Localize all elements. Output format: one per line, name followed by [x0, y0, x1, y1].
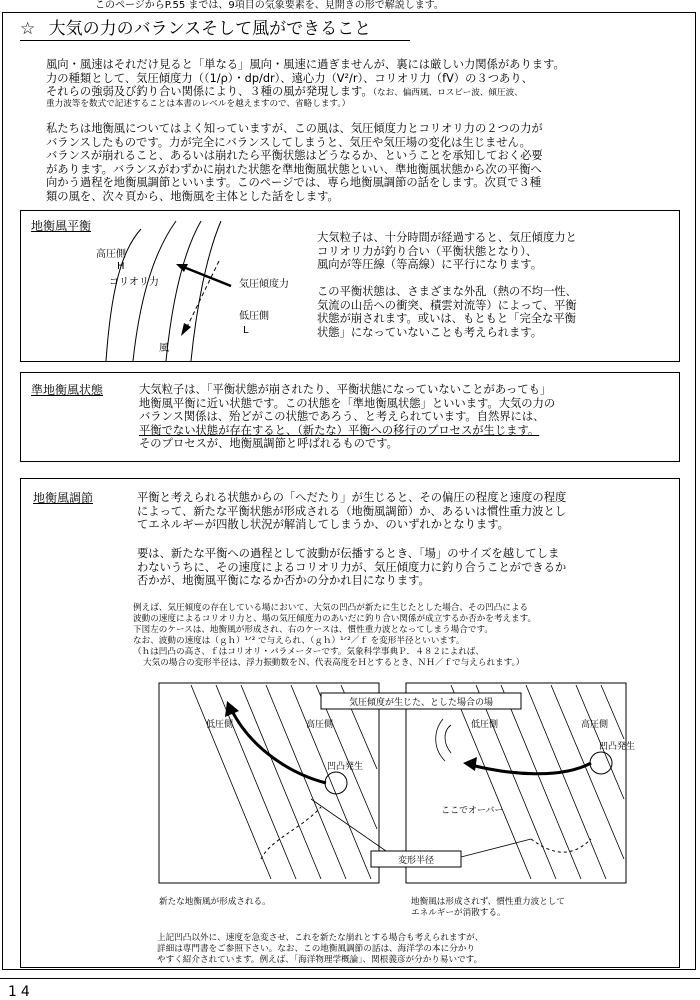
- box-label: 地衡風調節: [33, 491, 94, 505]
- text-line: コリオリ力が釣り合い（平衡状態となり）、: [317, 244, 538, 258]
- para-line: バランスが崩れること、あるいは崩れたら平衡状態はどうなるか、ということを承知しておく必要: [46, 149, 543, 162]
- page-title: [20, 18, 371, 40]
- intro-line-text: それらの強弱及び釣り合い関係により、３種の風が発現します。: [46, 85, 373, 98]
- coriolis-label: コリオリ力: [109, 277, 159, 288]
- right-here-label: ここでオーバー: [441, 806, 504, 816]
- low-label: 低圧側: [239, 311, 269, 322]
- adjust-para-2: [137, 547, 677, 588]
- para-line: バランスしたものです。力が完全にバランスしてしまうと、気圧や気圧場の変化は生じません。: [46, 135, 531, 149]
- adjust-para-1: [137, 491, 677, 532]
- text-line: 大気粒子は、「平衡状態が崩されたり、平衡状態になっていないことがあっても」: [139, 383, 552, 396]
- caption-line: 地衡風は形成されず、慣性重力波として: [411, 897, 566, 907]
- note-line: なお、波動の速度は（ｇｈ）¹ᐟ² で与えられ、（ｇｈ）¹ᐟ²／ｆ を変形半径といいます。: [133, 636, 465, 646]
- text-line: この平衡状態は、さまざまな外乱（熱の不均一性、: [317, 285, 577, 298]
- text-line: 要は、新たな平衡への過程として波動が伝播するとき、「場」のサイズを越してしま: [137, 547, 560, 560]
- intro-paragraph: [46, 58, 686, 110]
- title-text: 大気の力のバランスそして風ができること: [48, 19, 372, 39]
- text-line: 風向が等圧線（等高線）に平行になります。: [317, 258, 543, 271]
- left-high-label: 高圧側: [306, 720, 334, 730]
- high-label: 高圧側: [96, 249, 126, 260]
- text-line: 状態が崩されます。或いは、もともと「完全な平衡: [317, 312, 576, 325]
- para-line: 向かう過程を地衡風調節といいます。このページでは、専ら地衡風調節の話をします。次頁で３種: [46, 176, 542, 189]
- closing-line: 上記凹凸以外に、速度を急変させ、これを新たな崩れとする場合も考えられますが、: [157, 933, 484, 943]
- wind-label: 風: [159, 343, 169, 354]
- note-line: （ｈは凹凸の高さ、ｆはコリオリ・パラメーターです。気象科学事典Ｐ．４８２によれば、: [133, 647, 484, 657]
- text-line: 地衡風平衡に近い状態です。この状態を「準地衡風状態」といいます。大気の力の: [139, 396, 556, 410]
- right-bump-label: 凹凸発生: [599, 742, 636, 752]
- text-line: 大気粒子は、十分時間が経過すると、気圧傾度力と: [317, 231, 577, 244]
- intro-note-inline: （なお、偏西風、ロスビー波、傾圧波、: [372, 88, 523, 98]
- note-line: 波動の速度によるコリオリ力と、場の気圧傾度力のあいだに釣り合い関係が成立するか否かを考えます。: [133, 614, 537, 624]
- title-underline: [20, 40, 410, 41]
- text-line: 気流の山岳への衝突、積雲対流等）によって、平衡: [317, 298, 577, 312]
- adjust-small-notes: [133, 603, 673, 669]
- note-line: 下図左のケースは、地衡風が形成され、右のケースは、慣性重力波となってしまう場合です。: [133, 625, 493, 635]
- geostrophic-diagram: [21, 211, 321, 361]
- left-bump-label: 凹凸発生: [327, 762, 364, 772]
- box-geostrophic-adjustment: [20, 478, 680, 968]
- text-line: わないうちに、その速度によるコリオリ力が、気圧傾度力に釣り合うことができるか: [137, 560, 567, 574]
- caption-right: [411, 897, 671, 919]
- para-line: 類の風を、次々頁から、地衡風を主体とした話をします。: [46, 189, 339, 203]
- top-note: このページからP.55 までは、9項目の気象要素を、見開きの形で解説します。: [95, 0, 444, 11]
- low-symbol: L: [243, 325, 249, 336]
- balance-text-1: [317, 231, 677, 272]
- text-line: てエネルギーが四散し状況が解消してしまうか、のいずれかとなります。: [137, 518, 509, 531]
- caption-line: エネルギーが消散する。: [411, 908, 506, 918]
- balance-text-2: [317, 285, 677, 339]
- page-number: 14: [8, 984, 34, 1000]
- intro-line: 風向・風速はそれだけ見ると「単なる」風向・風速に過ぎませんが、裏には厳しい力関係があります。: [46, 58, 565, 71]
- box-geostrophic-balance: [20, 210, 680, 362]
- para-line: 私たちは地衡風についてはよく知っていますが、この風は、気圧傾度力とコリオリ力の２つの力が: [46, 122, 543, 135]
- right-high-label: 高圧側: [581, 720, 609, 730]
- intro-line: 力の種類として、気圧傾度力（（1/ρ）・dp/dr）、遠心力（V²/r）、コリオリ力（fV）の３つあり、: [46, 71, 533, 85]
- text-line: によって、新たな平衡状態が形成される（地衡風調節）か、あるいは慣性重力波とし: [137, 504, 567, 518]
- bottom-rule: [0, 978, 700, 979]
- radius-label: 変形半径: [397, 856, 435, 866]
- adjustment-figure: [151, 679, 661, 899]
- closing-line: 詳細は専門書をご参照下さい。なお、この地衡風調節の話は、海洋学の本に分かり: [157, 944, 475, 954]
- text-line: そのプロセスが、地衡風調節と呼ばれるものです。: [139, 437, 398, 450]
- note-line: 例えば、気圧傾度の存在している場において、大気の凹凸が新たに生じたとした場合、その凹凸による: [133, 603, 529, 613]
- right-low-label: 低圧側: [471, 720, 499, 730]
- closing-line: やすく紹介されています。例えば、「海洋物理学概論」、関根義彦が分かり易いです。: [157, 955, 483, 965]
- text-line: 状態」になっていないことも考えられます。: [317, 325, 543, 339]
- text-line: 否かが、地衡風平衡になるか否かの分かれ目になります。: [137, 574, 430, 587]
- closing-notes: [157, 933, 677, 966]
- para-line: があります。バランスがわずかに崩れた状態を準地衡風状態といい、準地衡風状態から次の平衡へ: [46, 162, 542, 176]
- left-low-label: 低圧側: [206, 720, 234, 730]
- para-balance: [46, 122, 686, 203]
- caption-left: 新たな地衡風が形成される。: [159, 897, 271, 907]
- intro-line: [46, 85, 686, 99]
- note-line: 大気の場合の変形半径は、浮力振動数をＮ、代表高度をＨとするとき、ＮＨ／ｆで与えられます。）: [143, 658, 525, 668]
- field-label: 気圧傾度が生じた、とした場合の場: [348, 698, 494, 708]
- intro-note-line: 重力波等を数式で記述することは本書のレベルを越えますので、省略します。）: [46, 99, 351, 109]
- box-label: 地衡風平衡: [31, 219, 92, 233]
- box-label: 準地衡風状態: [31, 383, 104, 397]
- box-quasi-geostrophic: [20, 372, 680, 462]
- pgf-label: 気圧傾度力: [239, 279, 289, 290]
- text-line: バランス関係は、殆どがこの状態であろう、と考えられています。自然界には、: [139, 410, 545, 423]
- high-symbol: H: [117, 261, 125, 272]
- text-line: 平衡と考えられる状態からの「へだたり」が生じると、その偏圧の程度と速度の程度: [137, 491, 567, 504]
- text-line: 平衡でない状態が存在すると、（新たな）平衡への移行のプロセスが生じます。: [139, 423, 540, 437]
- quasi-text: [139, 383, 675, 451]
- star-icon: ☆: [20, 19, 36, 39]
